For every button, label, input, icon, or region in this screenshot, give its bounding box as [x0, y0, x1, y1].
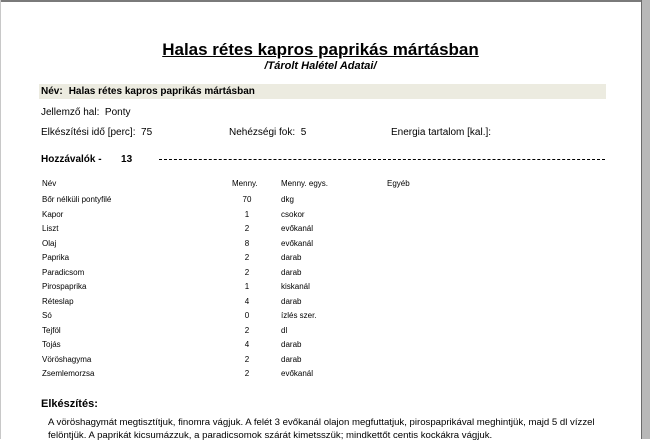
- table-row: [1, 239, 640, 254]
- ingredient-unit: darab: [281, 296, 302, 306]
- ingredient-name: Só: [42, 311, 52, 320]
- ingredient-name: Bőr nélküli pontyfilé: [42, 195, 112, 204]
- table-row: [1, 326, 640, 341]
- ingredient-unit: evőkanál: [281, 369, 314, 378]
- prep-time-value: 75: [141, 127, 153, 138]
- ingredient-unit: kiskanál: [281, 282, 310, 291]
- ingredient-qty: 70: [242, 195, 252, 204]
- ingredient-unit: dl: [281, 325, 288, 335]
- table-row: [1, 268, 640, 283]
- table-row: [1, 195, 640, 210]
- preparation-text: A vöröshagymát megtisztítjuk, finomra vágjuk. A felét 3 evőkanál olajon megfuttatjuk, pirospaprikával meghintjük, majd 5 dl vízzel felöntjük. A paprikát kicsumázzuk, a paradicsomok szárát kimetsszük; mindkettőt centis kockákra vágjuk.: [48, 417, 595, 441]
- prep-time-label: Elkészítési idő [perc]:: [41, 127, 136, 138]
- fish-field: [41, 107, 131, 118]
- ingredient-qty: 2: [244, 354, 250, 364]
- ingredient-name: Paprika: [42, 253, 70, 262]
- ingredient-qty: 2: [244, 325, 250, 335]
- ingredient-unit: darab: [281, 340, 302, 349]
- name-value: Halas rétes kapros paprikás mártásban: [68, 86, 255, 97]
- ingredient-name: Tojás: [42, 340, 61, 349]
- name-label: Név:: [41, 86, 63, 97]
- ingredient-name: Zsemlemorzsa: [42, 369, 95, 378]
- ingredients-heading: [41, 154, 132, 165]
- fish-label: Jellemző hal:: [41, 107, 100, 118]
- ingredient-unit: dkg: [281, 195, 294, 204]
- ingredient-qty: 2: [244, 224, 250, 233]
- difficulty-label: Nehézségi fok:: [229, 127, 296, 138]
- difficulty-value: 5: [300, 127, 307, 138]
- ingredient-qty: 4: [244, 340, 250, 349]
- col-header-unit: Menny. egys.: [281, 179, 328, 188]
- energy-label: Energia tartalom [kal.]:: [391, 127, 492, 138]
- ingredient-name: Paradicsom: [42, 267, 85, 277]
- ingredients-table: [1, 195, 640, 384]
- table-row: [1, 355, 640, 370]
- col-header-other: Egyéb: [387, 179, 410, 188]
- table-row: [1, 297, 640, 312]
- energy-field: [391, 127, 497, 138]
- ingredient-name: Vöröshagyma: [42, 354, 92, 364]
- preparation-heading: Elkészítés:: [41, 398, 98, 410]
- ingredient-name: Liszt: [42, 224, 59, 233]
- ingredients-divider: [159, 159, 605, 160]
- col-header-name: Név: [42, 179, 57, 188]
- ingredient-qty: 2: [244, 369, 250, 378]
- ingredient-unit: darab: [281, 267, 302, 277]
- ingredient-qty: 0: [244, 311, 250, 320]
- fish-value: Ponty: [104, 107, 131, 118]
- recipe-name-bar: [39, 84, 606, 99]
- ingredient-name: Pirospaprika: [42, 282, 87, 291]
- document-subtitle: /Tárolt Halétel Adatai/: [264, 60, 377, 72]
- ingredient-unit: evőkanál: [281, 238, 314, 248]
- ingredient-name: Olaj: [42, 238, 57, 248]
- table-row: [1, 369, 640, 384]
- table-row: [1, 224, 640, 239]
- ingredient-unit: evőkanál: [281, 224, 314, 233]
- ingredient-qty: 2: [244, 253, 250, 262]
- table-row: [1, 210, 640, 225]
- document-title: Halas rétes kapros paprikás mártásban: [162, 40, 479, 59]
- ingredient-qty: 1: [244, 282, 250, 291]
- table-row: [1, 340, 640, 355]
- ingredient-qty: 1: [244, 209, 250, 219]
- ingredient-qty: 2: [244, 267, 250, 277]
- col-header-qty: Menny.: [232, 179, 258, 188]
- ingredient-unit: darab: [281, 253, 302, 262]
- ingredient-qty: 8: [244, 238, 250, 248]
- report-page: [1, 2, 640, 439]
- table-row: [1, 311, 640, 326]
- ingredient-unit: darab: [281, 354, 302, 364]
- difficulty-field: [229, 127, 306, 138]
- ingredient-qty: 4: [244, 296, 250, 306]
- ingredient-unit: ízlés szer.: [281, 311, 317, 320]
- window-right-border: [641, 0, 650, 439]
- ingredient-name: Tejföl: [42, 325, 61, 335]
- ingredient-name: Réteslap: [42, 296, 74, 306]
- ingredients-label: Hozzávalók -: [41, 154, 102, 165]
- ingredients-count: 13: [121, 154, 133, 165]
- table-row: [1, 282, 640, 297]
- prep-time-field: [41, 127, 152, 138]
- ingredient-unit: csokor: [281, 209, 305, 219]
- table-row: [1, 253, 640, 268]
- ingredient-name: Kapor: [42, 209, 64, 219]
